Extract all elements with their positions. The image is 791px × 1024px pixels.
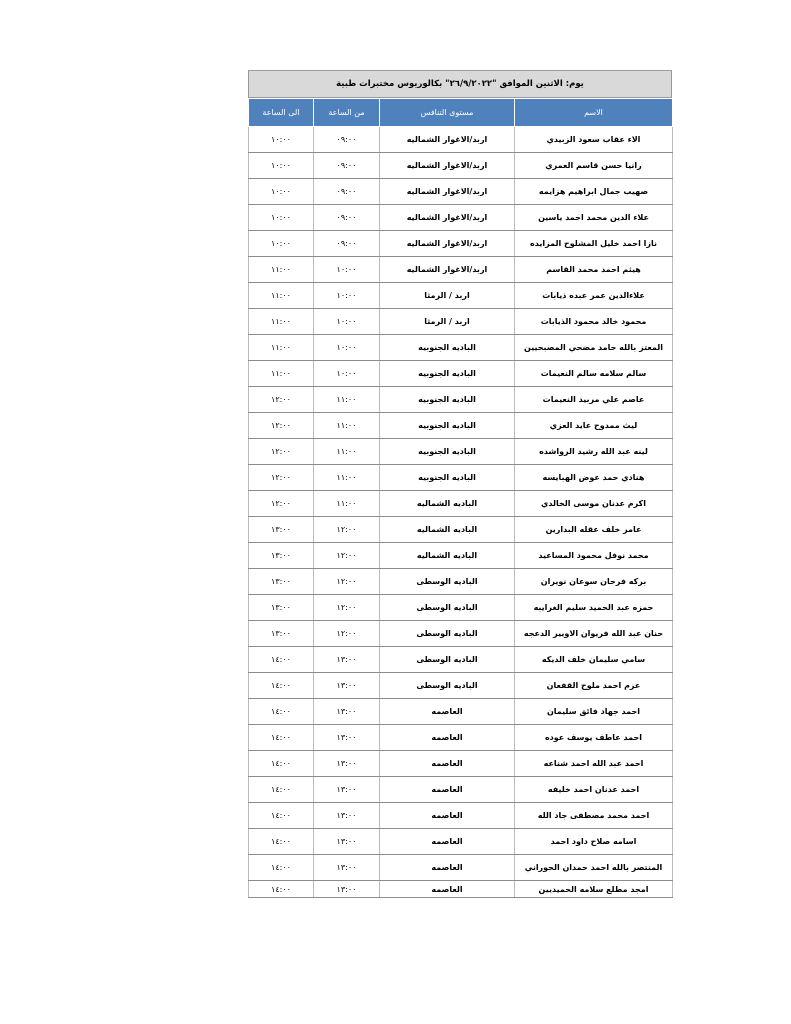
cell-level: الباديه الجنوبيه: [380, 439, 515, 465]
cell-from: ١٣:٠٠: [314, 855, 380, 881]
cell-level: الباديه الوسطى: [380, 647, 515, 673]
cell-to: ١٣:٠٠: [249, 543, 314, 569]
cell-level: اربد/الاغوار الشماليه: [380, 127, 515, 153]
table-row: [249, 153, 673, 179]
cell-to: ١٢:٠٠: [249, 491, 314, 517]
cell-name: ليث ممدوح عايد العزي: [515, 413, 673, 439]
table-row: [249, 335, 673, 361]
cell-from: ١٠:٠٠: [314, 283, 380, 309]
table-row: [249, 595, 673, 621]
cell-level: اربد/الاغوار الشماليه: [380, 231, 515, 257]
cell-level: العاصمه: [380, 699, 515, 725]
cell-name: سالم سلامه سالم النعيمات: [515, 361, 673, 387]
cell-to: ١٢:٠٠: [249, 439, 314, 465]
cell-from: ١٣:٠٠: [314, 803, 380, 829]
cell-level: العاصمه: [380, 751, 515, 777]
cell-level: اربد/الاغوار الشماليه: [380, 257, 515, 283]
cell-name: احمد عاطف يوسف عوده: [515, 725, 673, 751]
table-row: [249, 309, 673, 335]
cell-name: علاء الدين محمد احمد ياسين: [515, 205, 673, 231]
table-row: [249, 361, 673, 387]
cell-to: ١١:٠٠: [249, 309, 314, 335]
cell-name: احمد عدنان احمد خليفه: [515, 777, 673, 803]
cell-name: عامر خلف عقله البدارين: [515, 517, 673, 543]
cell-to: ١٤:٠٠: [249, 881, 314, 898]
cell-name: نازا احمد خليل المشلوح المزايده: [515, 231, 673, 257]
cell-level: العاصمه: [380, 881, 515, 898]
cell-name: عزم احمد ملوح القفعان: [515, 673, 673, 699]
cell-level: العاصمه: [380, 725, 515, 751]
cell-from: ٠٩:٠٠: [314, 205, 380, 231]
header-from: من الساعة: [314, 99, 380, 127]
cell-to: ١٠:٠٠: [249, 127, 314, 153]
cell-level: العاصمه: [380, 829, 515, 855]
cell-name: اكرم عدنان موسى الخالدي: [515, 491, 673, 517]
cell-level: اربد/الاغوار الشماليه: [380, 179, 515, 205]
table-row: [249, 465, 673, 491]
cell-name: لينه عبد الله رشيد الرواشده: [515, 439, 673, 465]
cell-to: ١٠:٠٠: [249, 179, 314, 205]
cell-to: ١٤:٠٠: [249, 699, 314, 725]
cell-from: ١٢:٠٠: [314, 517, 380, 543]
schedule-sheet: [248, 70, 672, 898]
cell-level: العاصمه: [380, 855, 515, 881]
cell-level: اربد/الاغوار الشماليه: [380, 153, 515, 179]
cell-to: ١١:٠٠: [249, 361, 314, 387]
cell-to: ١١:٠٠: [249, 257, 314, 283]
table-row: [249, 491, 673, 517]
cell-to: ١٤:٠٠: [249, 751, 314, 777]
cell-from: ٠٩:٠٠: [314, 231, 380, 257]
cell-from: ١٢:٠٠: [314, 621, 380, 647]
cell-to: ١٤:٠٠: [249, 777, 314, 803]
cell-name: احمد عبد الله احمد شناعه: [515, 751, 673, 777]
cell-name: امجد مطلع سلامه الحميديين: [515, 881, 673, 898]
table-row: [249, 439, 673, 465]
cell-to: ١٤:٠٠: [249, 673, 314, 699]
cell-level: الباديه الجنوبيه: [380, 413, 515, 439]
table-row: [249, 517, 673, 543]
cell-from: ١٠:٠٠: [314, 309, 380, 335]
cell-level: الباديه الشماليه: [380, 517, 515, 543]
cell-to: ١٤:٠٠: [249, 829, 314, 855]
cell-name: اسامه صلاح داود احمد: [515, 829, 673, 855]
cell-level: الباديه الوسطى: [380, 595, 515, 621]
table-row: [249, 803, 673, 829]
cell-from: ١٠:٠٠: [314, 257, 380, 283]
table-row: [249, 699, 673, 725]
cell-level: العاصمه: [380, 803, 515, 829]
cell-from: ٠٩:٠٠: [314, 179, 380, 205]
cell-name: المعتز بالله حامد مضحي المصبحيين: [515, 335, 673, 361]
cell-level: الباديه الجنوبيه: [380, 361, 515, 387]
cell-from: ١٢:٠٠: [314, 543, 380, 569]
table-row: [249, 231, 673, 257]
table-row: [249, 413, 673, 439]
cell-name: صهيب جمال ابراهيم هزايمه: [515, 179, 673, 205]
schedule-table: [248, 98, 673, 898]
cell-to: ١٠:٠٠: [249, 231, 314, 257]
cell-to: ١٠:٠٠: [249, 153, 314, 179]
cell-to: ١١:٠٠: [249, 283, 314, 309]
table-row: [249, 257, 673, 283]
cell-level: اربد / الرمثا: [380, 283, 515, 309]
cell-name: المنتصر بالله احمد حمدان الحوراني: [515, 855, 673, 881]
cell-from: ١١:٠٠: [314, 465, 380, 491]
cell-to: ١٣:٠٠: [249, 621, 314, 647]
cell-level: الباديه الجنوبيه: [380, 387, 515, 413]
cell-to: ١٠:٠٠: [249, 205, 314, 231]
cell-name: سامي سليمان خلف الديكه: [515, 647, 673, 673]
cell-from: ١٠:٠٠: [314, 335, 380, 361]
cell-name: عاصم علي مربيد النعيمات: [515, 387, 673, 413]
schedule-title: يوم: الاثنين الموافق "٢٦/٩/٢٠٢٢" بكالوريوس مختبرات طبية: [248, 70, 672, 98]
cell-name: الاء عقاب سعود الزبيدي: [515, 127, 673, 153]
table-row: [249, 127, 673, 153]
cell-name: رانيا حسن قاسم العمري: [515, 153, 673, 179]
cell-from: ١٣:٠٠: [314, 673, 380, 699]
cell-to: ١٢:٠٠: [249, 465, 314, 491]
cell-to: ١٤:٠٠: [249, 855, 314, 881]
header-level: مستوى التنافس: [380, 99, 515, 127]
table-row: [249, 543, 673, 569]
cell-name: احمد جهاد فائق سليمان: [515, 699, 673, 725]
cell-level: الباديه الشماليه: [380, 543, 515, 569]
cell-level: الباديه الوسطى: [380, 673, 515, 699]
table-row: [249, 855, 673, 881]
cell-name: احمد محمد مصطفى جاد الله: [515, 803, 673, 829]
table-body: [249, 127, 673, 898]
table-row: [249, 205, 673, 231]
table-row: [249, 751, 673, 777]
cell-name: محمود خالد محمود الذيابات: [515, 309, 673, 335]
cell-from: ١١:٠٠: [314, 413, 380, 439]
cell-to: ١٢:٠٠: [249, 413, 314, 439]
cell-to: ١٣:٠٠: [249, 595, 314, 621]
cell-to: ١٢:٠٠: [249, 387, 314, 413]
cell-to: ١٣:٠٠: [249, 569, 314, 595]
cell-from: ٠٩:٠٠: [314, 127, 380, 153]
cell-name: بركه فرحان سوعان نويران: [515, 569, 673, 595]
cell-level: اربد / الرمثا: [380, 309, 515, 335]
cell-from: ١٠:٠٠: [314, 361, 380, 387]
cell-name: حمزه عبد الحميد سليم الغرايبه: [515, 595, 673, 621]
table-row: [249, 179, 673, 205]
table-row: [249, 777, 673, 803]
cell-from: ١٣:٠٠: [314, 699, 380, 725]
cell-level: الباديه الشماليه: [380, 491, 515, 517]
cell-from: ١٣:٠٠: [314, 647, 380, 673]
cell-from: ١١:٠٠: [314, 491, 380, 517]
cell-level: الباديه الجنوبيه: [380, 465, 515, 491]
table-row: [249, 647, 673, 673]
cell-to: ١١:٠٠: [249, 335, 314, 361]
cell-name: حنان عبد الله فريوان الاويير الدعجه: [515, 621, 673, 647]
cell-to: ١٣:٠٠: [249, 517, 314, 543]
table-header-row: [249, 99, 673, 127]
table-row: [249, 725, 673, 751]
cell-from: ١٣:٠٠: [314, 881, 380, 898]
cell-from: ١٣:٠٠: [314, 751, 380, 777]
cell-from: ٠٩:٠٠: [314, 153, 380, 179]
cell-name: علاءالدين عمر عبده ذيابات: [515, 283, 673, 309]
cell-to: ١٤:٠٠: [249, 647, 314, 673]
cell-level: اربد/الاغوار الشماليه: [380, 205, 515, 231]
table-row: [249, 387, 673, 413]
cell-to: ١٤:٠٠: [249, 725, 314, 751]
table-row: [249, 829, 673, 855]
cell-name: هنادي حمد عوض الهبايسه: [515, 465, 673, 491]
cell-name: محمد نوفل محمود المساعيد: [515, 543, 673, 569]
cell-from: ١١:٠٠: [314, 387, 380, 413]
cell-level: الباديه الوسطى: [380, 621, 515, 647]
cell-name: هيثم احمد محمد القاسم: [515, 257, 673, 283]
cell-from: ١٣:٠٠: [314, 725, 380, 751]
table-row: [249, 621, 673, 647]
cell-from: ١٣:٠٠: [314, 829, 380, 855]
cell-from: ١٣:٠٠: [314, 777, 380, 803]
table-row: [249, 283, 673, 309]
table-row: [249, 673, 673, 699]
table-row: [249, 881, 673, 898]
cell-level: الباديه الجنوبيه: [380, 335, 515, 361]
header-to: الى الساعة: [249, 99, 314, 127]
cell-to: ١٤:٠٠: [249, 803, 314, 829]
cell-level: العاصمه: [380, 777, 515, 803]
cell-from: ١٢:٠٠: [314, 595, 380, 621]
cell-from: ١٢:٠٠: [314, 569, 380, 595]
cell-level: الباديه الوسطى: [380, 569, 515, 595]
header-name: الاسم: [515, 99, 673, 127]
cell-from: ١١:٠٠: [314, 439, 380, 465]
table-row: [249, 569, 673, 595]
